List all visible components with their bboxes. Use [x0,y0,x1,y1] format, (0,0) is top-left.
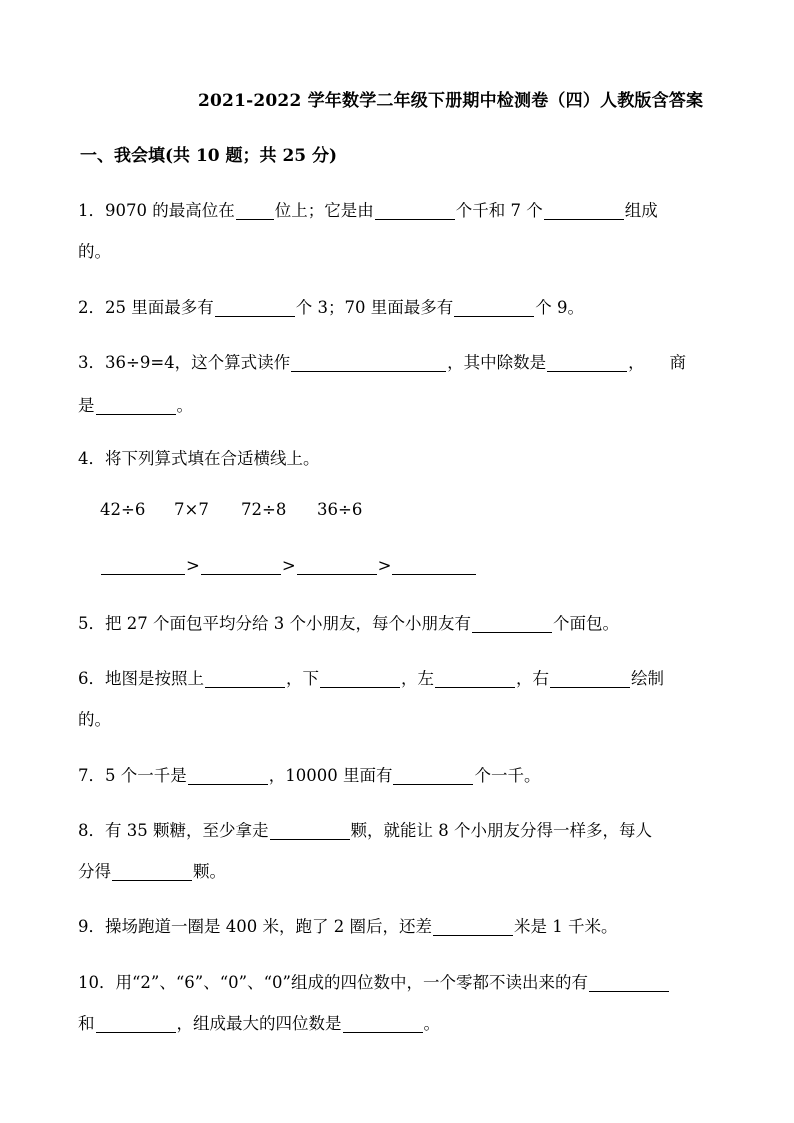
answer-blank[interactable] [472,615,552,633]
question-number: 4． [78,449,105,468]
question-3: 3．36÷9=4，这个算式读作 ，其中除数是 ， [78,353,645,372]
question-number: 7． [78,766,105,785]
question-1-continued: 的。 [78,242,111,261]
answer-blank[interactable] [433,918,513,936]
answer-blank[interactable] [201,557,281,575]
question-2: 2．25 里面最多有 个 3；70 里面最多有 个 9。 [78,298,584,317]
question-9: 9．操场跑道一圈是 400 米，跑了 2 圈后，还差 米是 1 千米。 [78,917,618,936]
question-8-continued: 分得 颗。 [78,862,226,881]
question-6-continued: 的。 [78,710,111,729]
question-3-trailing: 商 [669,353,686,372]
question-number: 5． [78,614,105,633]
answer-blank[interactable] [343,1015,423,1033]
answer-blank[interactable] [375,202,455,220]
answer-blank[interactable] [589,974,669,992]
question-4: 4．将下列算式填在合适横线上。 [78,449,320,468]
answer-blank[interactable] [320,670,400,688]
question-number: 10． [78,973,116,992]
expression: 72÷8 [241,500,287,519]
answer-blank[interactable] [236,202,274,220]
ordering-blanks: > > > [100,556,477,575]
question-number: 3． [78,353,105,372]
question-3-continued: 是 。 [78,396,193,415]
question-1: 1．9070 的最高位在 位上；它是由 个千和 7 个 组成 [78,201,658,220]
answer-blank[interactable] [393,767,473,785]
question-5: 5．把 27 个面包平均分给 3 个小朋友，每个小朋友有 个面包。 [78,614,619,633]
answer-blank[interactable] [215,299,295,317]
question-7: 7．5 个一千是 ，10000 里面有 个一千。 [78,766,541,785]
question-number: 1． [78,201,105,220]
section-heading: 一、我会填(共 10 题；共 25 分) [80,146,338,166]
answer-blank[interactable] [96,397,176,415]
answer-blank[interactable] [550,670,630,688]
answer-blank[interactable] [188,767,268,785]
answer-blank[interactable] [547,354,627,372]
question-6: 6．地图是按照上 ，下 ，左 ，右 绘制 [78,669,664,688]
answer-blank[interactable] [112,863,192,881]
question-number: 8． [78,821,105,840]
answer-blank[interactable] [392,557,476,575]
answer-blank[interactable] [205,670,285,688]
question-number: 9． [78,917,105,936]
question-number: 6． [78,669,105,688]
page-title: 2021-2022 学年数学二年级下册期中检测卷（四）人教版含答案 [198,91,704,111]
question-10-continued: 和 ，组成最大的四位数是 。 [78,1014,440,1033]
question-8: 8．有 35 颗糖，至少拿走 颗，就能让 8 个小朋友分得一样多，每人 [78,821,652,840]
answer-blank[interactable] [270,822,350,840]
expression: 42÷6 [100,500,146,519]
question-10: 10．用“2”、“6”、“0”、“0”组成的四位数中，一个零都不读出来的有 [78,969,670,993]
answer-blank[interactable] [101,557,185,575]
expression: 36÷6 [317,500,363,519]
answer-blank[interactable] [297,557,377,575]
answer-blank[interactable] [291,354,446,372]
answer-blank[interactable] [96,1015,176,1033]
expression: 7×7 [174,500,209,519]
question-number: 2． [78,298,105,317]
answer-blank[interactable] [544,202,624,220]
answer-blank[interactable] [435,670,515,688]
answer-blank[interactable] [454,299,534,317]
